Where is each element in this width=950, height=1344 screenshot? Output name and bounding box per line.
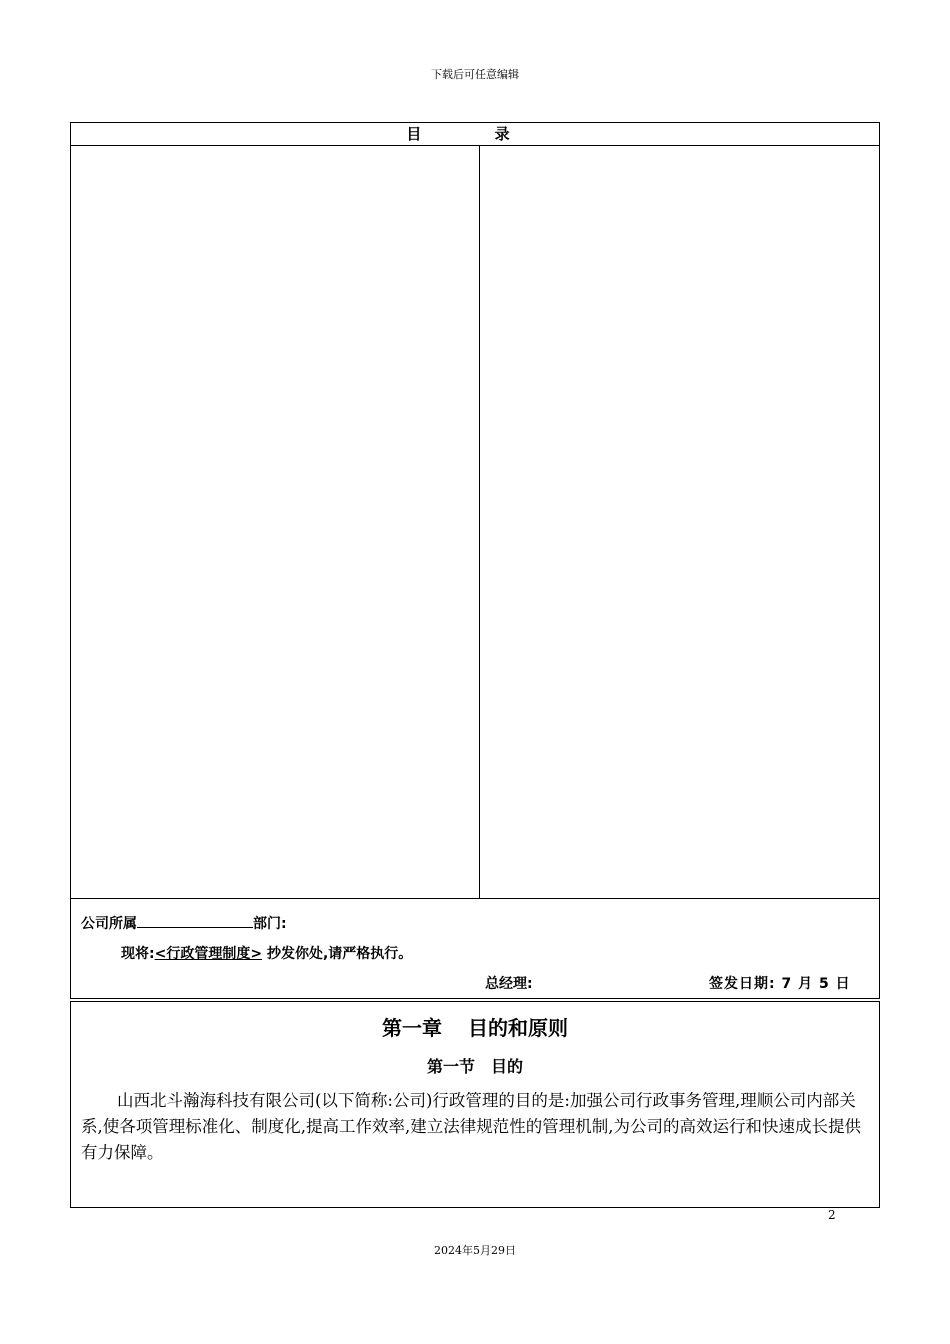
company-blank bbox=[137, 913, 253, 928]
toc-left-column bbox=[71, 145, 480, 898]
notice-prefix: 现将: bbox=[121, 946, 155, 962]
chapter-number: 第一章 bbox=[382, 1016, 442, 1040]
notice-suffix: 抄发你处,请严格执行。 bbox=[262, 946, 413, 962]
notice-line bbox=[121, 943, 412, 963]
dept-label: 部门: bbox=[253, 916, 287, 932]
distribution-notice bbox=[71, 899, 879, 999]
toc-columns bbox=[71, 145, 879, 899]
chapter-content bbox=[70, 1001, 880, 1208]
page-number: 2 bbox=[828, 1208, 836, 1222]
section-heading bbox=[71, 1054, 879, 1077]
header-note: 下载后可任意编辑 bbox=[431, 68, 519, 81]
manager-label: 总经理: bbox=[485, 976, 533, 992]
section-number: 第一节 bbox=[426, 1057, 475, 1076]
chapter-heading bbox=[71, 1012, 879, 1041]
footer-date: 2024年5月29日 bbox=[434, 1244, 516, 1257]
toc-table bbox=[70, 122, 880, 999]
section-title: 目的 bbox=[491, 1057, 524, 1076]
company-line bbox=[81, 913, 287, 933]
issue-date-label: 签发日期: 7 月 5 日 bbox=[709, 976, 851, 992]
toc-right-column bbox=[480, 145, 879, 898]
company-label: 公司所属 bbox=[81, 916, 137, 932]
body-paragraph: 山西北斗瀚海科技有限公司(以下简称:公司)行政管理的目的是:加强公司行政事务管理,理顺公司内部关系,使各项管理标准化、制度化,提高工作效率,建立法律规范性的管理机制,为公司的高效运行和快速成长提供有力保障。 bbox=[81, 1091, 861, 1162]
toc-title: 目 录 bbox=[71, 123, 879, 146]
chapter-title: 目的和原则 bbox=[468, 1016, 568, 1040]
notice-document: <行政管理制度> bbox=[154, 946, 263, 962]
